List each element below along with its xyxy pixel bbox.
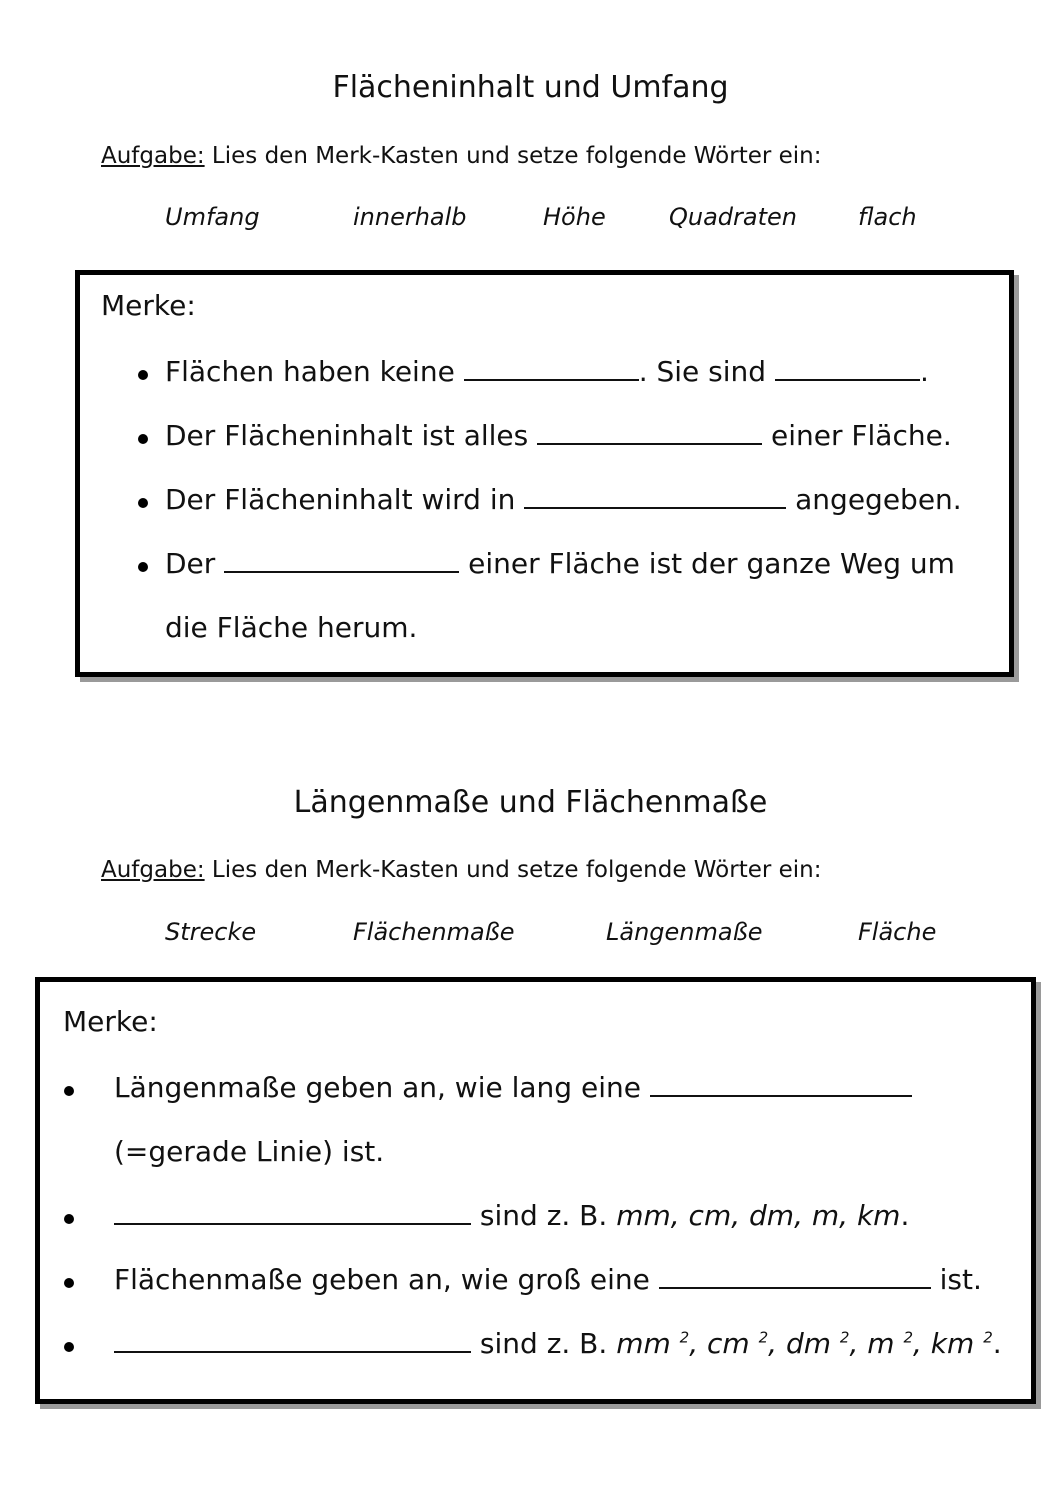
section1-merke-label: Merke:: [101, 289, 196, 322]
word-bank-item: flach: [858, 203, 917, 231]
task-text: Lies den Merk-Kasten und setze folgende Wörter ein:: [204, 857, 822, 883]
item-text: .: [992, 1327, 1002, 1360]
task-label: Aufgabe:: [101, 857, 205, 883]
section2-item-4: [114, 1327, 1002, 1360]
word-bank-item: Fläche: [858, 918, 937, 946]
fill-blank[interactable]: [650, 1075, 912, 1097]
item-text: Längenmaße geben an, wie lang eine: [114, 1071, 650, 1104]
bullet: [64, 1086, 74, 1096]
section1-title: Flächeninhalt und Umfang: [332, 70, 729, 105]
bullet: [138, 498, 148, 508]
item-text: Flächenmaße geben an, wie groß eine: [114, 1263, 659, 1296]
item-text: Der Flächeninhalt ist alles: [165, 419, 538, 452]
bullet: [64, 1278, 74, 1288]
item-text: sind z. B.: [471, 1327, 617, 1360]
units-length: mm, cm, dm, m, km: [616, 1199, 901, 1232]
fill-blank[interactable]: [537, 423, 762, 445]
word-bank-item: innerhalb: [353, 203, 467, 231]
section2-merke-label: Merke:: [63, 1005, 158, 1038]
section2-item-1: [114, 1071, 912, 1104]
word-bank-item: Flächenmaße: [353, 918, 515, 946]
word-bank-item: Umfang: [165, 203, 260, 231]
item-text: ist.: [930, 1263, 982, 1296]
units-area: mm $^2$, cm $^2$, dm $^2$, m $^2$, km $^2$: [616, 1327, 993, 1360]
item-text: sind z. B.: [471, 1199, 617, 1232]
bullet: [64, 1214, 74, 1224]
bullet: [138, 370, 148, 380]
fill-blank[interactable]: [114, 1203, 471, 1225]
item-text: einer Fläche ist der ganze Weg um: [459, 547, 955, 580]
word-bank-item: Strecke: [165, 918, 257, 946]
item-text: einer Fläche.: [762, 419, 952, 452]
task-label: Aufgabe:: [101, 143, 205, 169]
fill-blank[interactable]: [464, 359, 639, 381]
section2-title: Längenmaße und Flächenmaße: [293, 785, 768, 820]
section1-item-2: [165, 419, 952, 452]
fill-blank[interactable]: [224, 551, 459, 573]
section2-item-1-cont: (=gerade Linie) ist.: [114, 1135, 385, 1168]
task-text: Lies den Merk-Kasten und setze folgende Wörter ein:: [204, 143, 822, 169]
section1-item-1: [165, 355, 929, 388]
section1-item-4-cont: die Fläche herum.: [165, 611, 418, 644]
item-text: Der: [165, 547, 225, 580]
fill-blank[interactable]: [524, 487, 786, 509]
item-text: angegeben.: [786, 483, 962, 516]
bullet: [138, 562, 148, 572]
item-text: .: [900, 1199, 910, 1232]
word-bank-item: Längenmaße: [606, 918, 763, 946]
section2-task: [101, 857, 822, 883]
section1-item-4: [165, 547, 955, 580]
item-text: Der Flächeninhalt wird in: [165, 483, 525, 516]
fill-blank[interactable]: [775, 359, 920, 381]
section1-task: [101, 143, 822, 169]
item-text: .: [919, 355, 929, 388]
word-bank-item: Höhe: [543, 203, 606, 231]
bullet: [64, 1342, 74, 1352]
section2-item-2: [114, 1199, 909, 1232]
item-text: Flächen haben keine: [165, 355, 464, 388]
fill-blank[interactable]: [659, 1267, 931, 1289]
fill-blank[interactable]: [114, 1331, 471, 1353]
section2-item-3: [114, 1263, 982, 1296]
section1-item-3: [165, 483, 962, 516]
item-text: . Sie sind: [638, 355, 775, 388]
word-bank-item: Quadraten: [669, 203, 798, 231]
bullet: [138, 434, 148, 444]
